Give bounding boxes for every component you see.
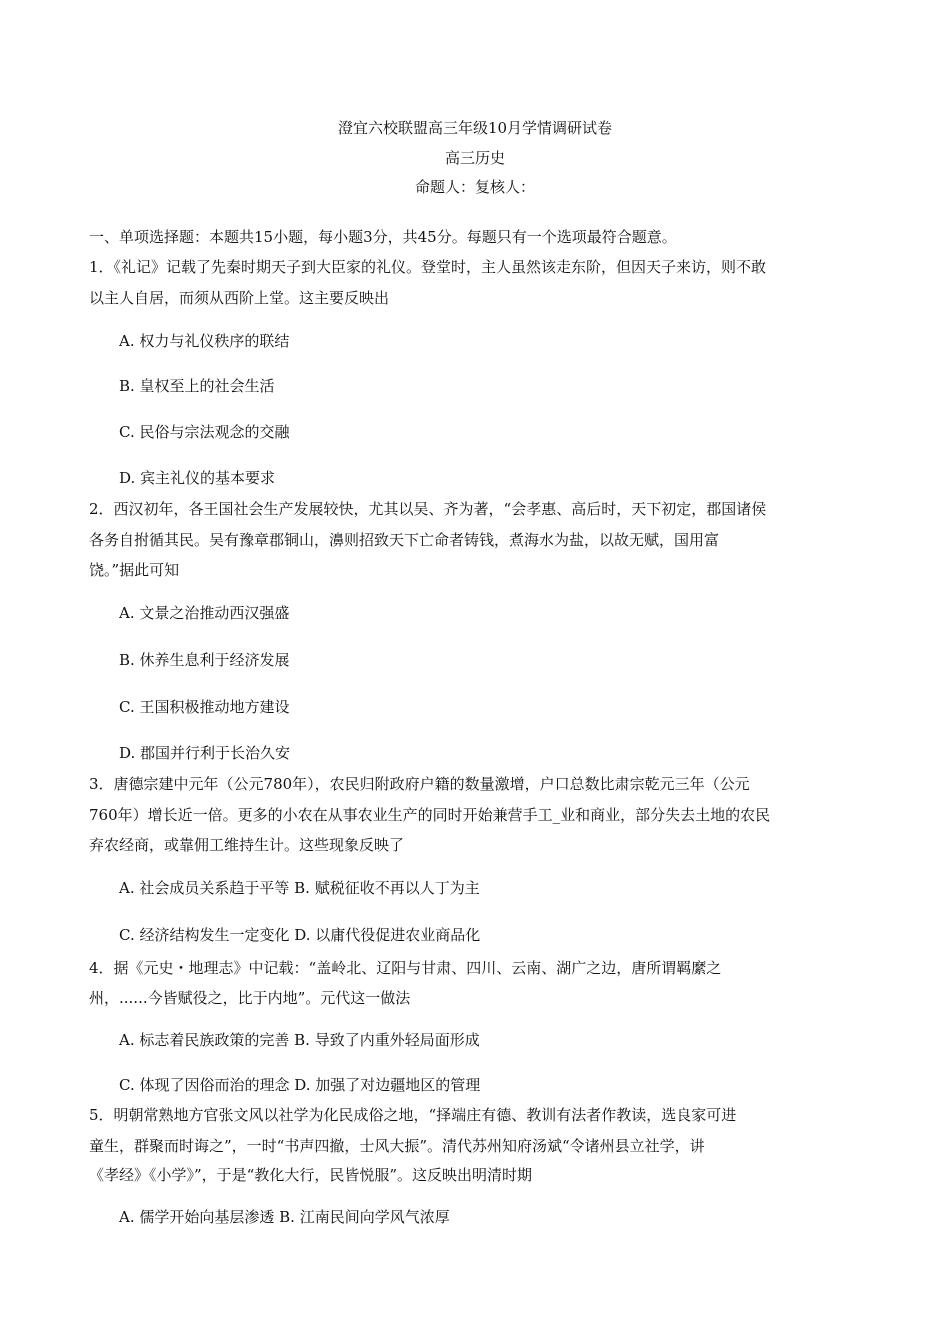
question-1-option-d: D. 宾主礼仪的基本要求 (119, 469, 276, 487)
question-2-option-a: A. 文景之治推动西汉强盛 (119, 604, 290, 622)
exam-title: 澄宜六校联盟高三年级10月学情调研试卷 (337, 119, 613, 137)
question-5-line-3: 《孝经》《小学》”，于是“教化大行，民皆悦服”。这反映出明清时期 (89, 1166, 533, 1184)
question-2-option-b: B. 休养生息利于经济发展 (119, 651, 290, 669)
question-4-line-1: 4．据《元史・地理志》中记载：“盖岭北、辽阳与甘肃、四川、云南、湖广之边，唐所谓羁縻之 (89, 959, 722, 977)
exam-subject: 高三历史 (444, 149, 505, 167)
question-2-line-2: 各务自拊循其民。吴有豫章郡铜山，濞则招致天下亡命者铸钱，煮海水为盐，以故无赋，国用富 (89, 531, 720, 549)
question-4-line-2: 州，......今皆赋役之，比于内地”。元代这一做法 (89, 989, 411, 1007)
section-heading: 一、单项选择题：本题共15小题，每小题3分，共45分。每题只有一个选项最符合题意。 (89, 228, 677, 246)
question-3-line-1: 3．唐德宗建中元年（公元780年），农民归附政府户籍的数量激增，户口总数比肃宗乾元三年（公元 (89, 775, 750, 793)
question-2-line-1: 2．西汉初年，各王国社会生产发展较快，尤其以吴、齐为著，“会孝惠、高后时，天下初定，郡国诸侯 (89, 500, 767, 518)
question-3-line-2: 760年）增长近一倍。更多的小农在从事农业生产的同时开始兼营手工_业和商业，部分失去土地的农民 (89, 806, 771, 824)
question-2-line-3: 饶。”据此可知 (89, 561, 180, 579)
question-2-option-d: D. 郡国并行利于长治久安 (119, 744, 291, 762)
question-5-option-ab: A. 儒学开始向基层渗透 B. 江南民间向学风气浓厚 (119, 1208, 450, 1226)
question-1-option-a: A. 权力与礼仪秩序的联结 (119, 332, 290, 350)
question-1-option-b: B. 皇权至上的社会生活 (119, 377, 275, 395)
exam-authors: 命题人：复核人： (414, 178, 535, 196)
question-5-line-2: 童生，群聚而时诲之”，一时“书声四撤，士风大振”。清代苏州知府汤斌“令诸州县立社学，讲 (89, 1137, 705, 1155)
question-4-option-cd: C. 体现了因俗而治的理念 D. 加强了对边疆地区的管理 (119, 1076, 481, 1094)
question-4-option-ab: A. 标志着民族政策的完善 B. 导致了内重外轻局面形成 (119, 1031, 480, 1049)
question-3-option-ab: A. 社会成员关系趋于平等 B. 赋税征收不再以人丁为主 (119, 879, 480, 897)
question-1-line-2: 以主人自居，而须从西阶上堂。这主要反映出 (89, 289, 390, 307)
question-1-option-c: C. 民俗与宗法观念的交融 (119, 423, 290, 441)
question-1-line-1: 1．《礼记》记载了先秦时期天子到大臣家的礼仪。登堂时，主人虽然该走东阶，但因天子来访，则不敢 (89, 258, 767, 276)
question-3-option-cd: C. 经济结构发生一定变化 D. 以庸代役促进农业商品化 (119, 926, 481, 944)
question-5-line-1: 5．明朝常熟地方官张文风以社学为化民成俗之地，“择端庄有德、教训有法者作教读，选良家可进 (89, 1106, 737, 1124)
question-3-line-3: 弃农经商，或靠佣工维持生计。这些现象反映了 (89, 836, 405, 854)
question-2-option-c: C. 王国积极推动地方建设 (119, 698, 290, 716)
